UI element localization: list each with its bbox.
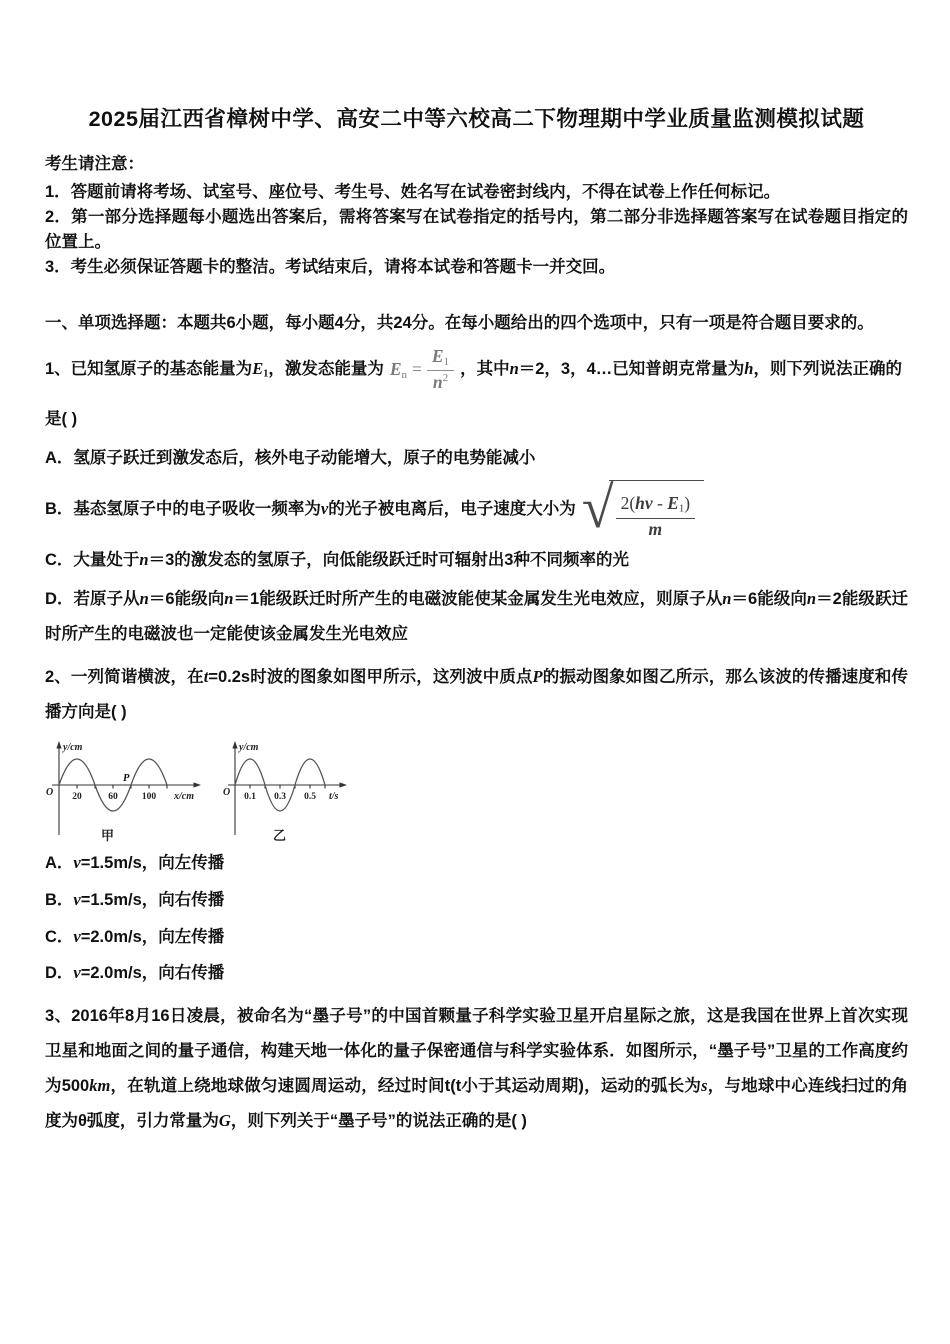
q1-option-b-sqrt-formula xyxy=(581,475,704,541)
fraction-denominator: m xyxy=(648,518,663,539)
q1-option-b xyxy=(45,475,908,541)
sqrt-body xyxy=(609,480,704,539)
y-axis-arrow-icon xyxy=(232,741,237,749)
x-axis-label: x/cm xyxy=(174,791,194,803)
notice-section xyxy=(45,152,908,281)
fraction xyxy=(427,347,454,392)
section-1-heading: 一、单项选择题：本题共6小题，每小题4分，共24分。在每小题给出的四个选项中，只有一项是符合题目要求的。 xyxy=(45,313,874,332)
q1-stem-text-2: ，其中n＝2，3，4…已知普朗克常量为h，则下列说法正确的 xyxy=(460,359,902,379)
x-axis-arrow-icon xyxy=(340,782,348,787)
notice-item-3: 3．考生必须保证答题卡的整洁。考试结束后，请将本试卷和答题卡一并交回。 xyxy=(45,258,616,277)
wave-graph-jia xyxy=(45,738,207,842)
origin-label: O xyxy=(223,787,231,799)
tick-label-0-1: 0.1 xyxy=(244,792,256,803)
tick-label-0-3: 0.3 xyxy=(274,792,286,803)
q2-option-a: A．v=1.5m/s，向左传播 xyxy=(45,853,225,873)
q1-option-a: A．氢原子跃迁到激发态后，核外电子动能增大，原子的电势能减小 xyxy=(45,449,536,468)
y-axis-label: y/cm xyxy=(63,742,83,754)
fraction-denominator: $n^2$ xyxy=(432,371,449,392)
notice-item-1: 1．答题前请将考场、试室号、座位号、考生号、姓名写在试卷密封线内，不得在试卷上作任何标记。 xyxy=(45,182,781,201)
q2-option-d: D．v=2.0m/s，向右传播 xyxy=(45,963,225,983)
q1-energy-level-formula xyxy=(390,347,454,392)
wave-graph-yi xyxy=(223,738,355,842)
q1-option-d: D．若原子从n＝6能级向n＝1能级跃迁时所产生的电磁波能使某金属发生光电效应，则原子从n＝6能级向n＝2能级跃迁时所产生的电磁波也一定能使该金属发生光电效应 xyxy=(45,589,908,644)
q1-stem-text-1: 1、已知氢原子的基态能量为$E_1$，激发态能量为 xyxy=(45,359,384,380)
q2-option-c: C．v=2.0m/s，向左传播 xyxy=(45,926,225,946)
q2-option-b: B．v=1.5m/s，向右传播 xyxy=(45,889,225,909)
y-axis-arrow-icon xyxy=(56,741,61,749)
x-axis-label: t/s xyxy=(329,791,339,803)
exam-title: 2025届江西省樟树中学、高安二中等六校高二下物理期中学业质量监测模拟试题 xyxy=(88,107,865,131)
graph-yi-caption: 乙 xyxy=(273,828,287,843)
tick-label-60: 60 xyxy=(108,792,118,803)
x-axis-arrow-icon xyxy=(194,782,202,787)
notice-heading: 考生请注意： xyxy=(45,154,144,173)
y-axis-label: y/cm xyxy=(239,742,259,754)
radical-sign-icon: √ xyxy=(581,475,614,541)
q1-option-c: C．大量处于n＝3的激发态的氢原子，向低能级跃迁时可辐射出3种不同频率的光 xyxy=(45,550,629,570)
equals-sign: = xyxy=(412,359,422,380)
tick-label-20: 20 xyxy=(72,792,82,803)
q2-wave-graphs xyxy=(45,738,908,842)
tick-label-100: 100 xyxy=(141,792,157,803)
q1-option-b-text: B．基态氢原子中的电子吸收一频率为v的光子被电离后，电子速度大小为 xyxy=(45,499,576,519)
q1-answer-blank: 是( ) xyxy=(45,410,78,429)
fraction-numerator: E1 xyxy=(427,347,454,370)
point-p-label: P xyxy=(123,773,130,785)
notice-item-2: 2．第一部分选择题每小题选出答案后，需将答案写在试卷指定的括号内，第二部分非选择题答案写在试卷题目指定的位置上。 xyxy=(45,207,908,252)
graph-jia-caption: 甲 xyxy=(101,828,115,843)
fraction xyxy=(616,494,695,539)
formula-lhs: En xyxy=(389,359,407,382)
origin-label: O xyxy=(46,787,54,799)
q2-stem: 2、一列简谐横波，在t=0.2s时波的图象如图甲所示，这列波中质点P的振动图象如图乙所示，那么该波的传播速度和传播方向是( ) xyxy=(45,667,909,722)
q1-stem xyxy=(45,347,908,392)
q3-stem: 3、2016年8月16日凌晨，被命名为“墨子号”的中国首颗量子科学实验卫星开启星际之旅，这是我国在世界上首次实现卫星和地面之间的量子通信，构建天地一体化的量子保密通信与科学实验体系．如图所示，“墨子号”卫星的工作高度约为500km，在轨道上绕地球做匀速圆周运动，经过时间t(t小于其运动周期)，运动的弧长为s，与地球中心连线扫过的角度为θ弧度，引力常量为G，则下列关于“墨子号”的说法正确的是( ) xyxy=(45,1007,909,1130)
fraction-numerator: $2(hv - E_1)$ xyxy=(616,494,695,518)
tick-label-0-5: 0.5 xyxy=(304,792,316,803)
